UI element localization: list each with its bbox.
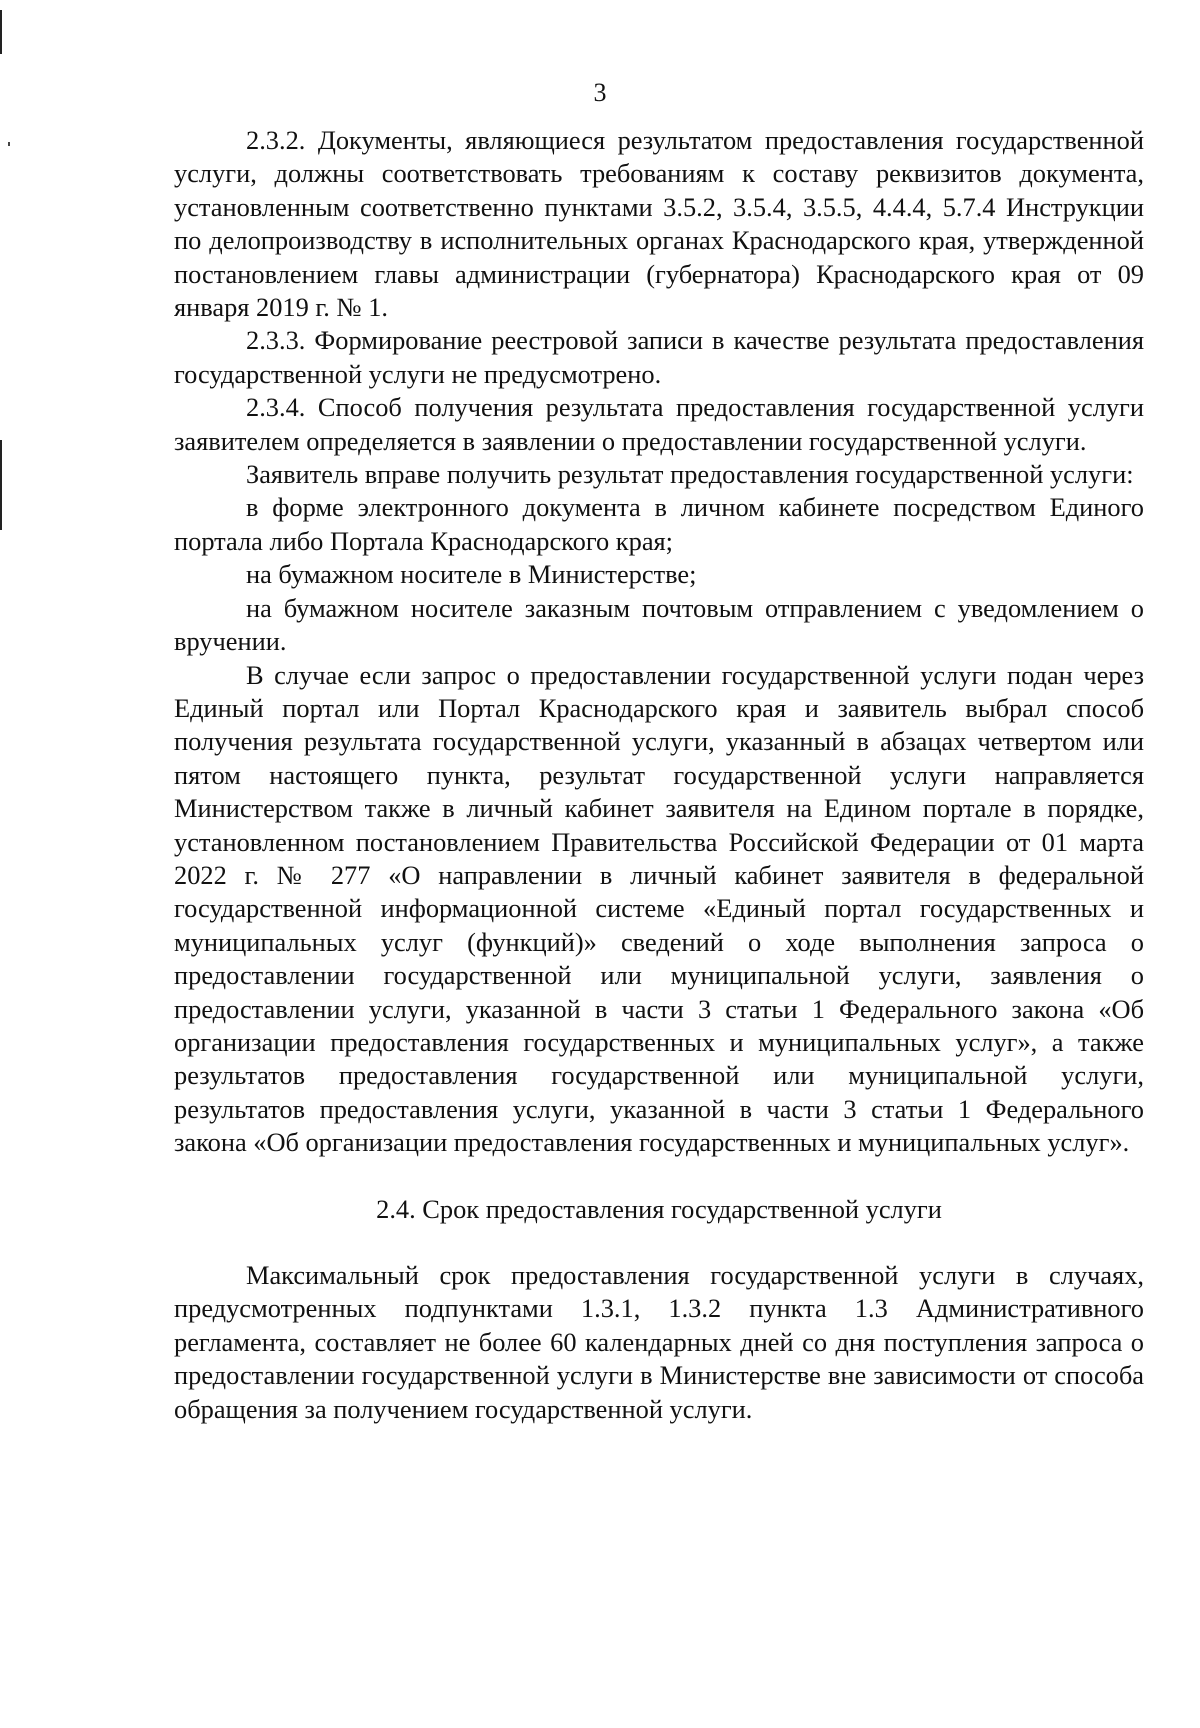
paragraph-2-3-3: 2.3.3. Формирование реестровой записи в качестве результата предоставления государственной услуги не предусмотрено. xyxy=(174,325,1144,389)
page-number: 3 xyxy=(593,78,607,107)
paragraph-max-term: Максимальный срок предоставления государственной услуги в случаях, предусмотренных подпунктами 1.3.1, 1.3.2 пункта 1.3 Административного регламента, составляет не более 60 календарных дней со дня поступления запроса о предоставлении государственной услуги в Министерстве вне зависимости от способа обращения за получением государственной услуги. xyxy=(174,1260,1144,1424)
scan-speck xyxy=(8,142,10,146)
paragraph-applicant-rights: Заявитель вправе получить результат предоставления государственной услуги: xyxy=(246,459,1134,490)
paragraph-2-3-4: 2.3.4. Способ получения результата предоставления государственной услуги заявителем определяется в заявлении о предоставлении государственной услуги. xyxy=(174,392,1144,456)
paragraph-option-electronic: в форме электронного документа в личном кабинете посредством Единого портала либо Портала Краснодарского края; xyxy=(174,492,1144,556)
document-body xyxy=(174,124,1144,1426)
paragraph-option-paper-mail: на бумажном носителе заказным почтовым отправлением с уведомлением о вручении. xyxy=(174,592,1144,657)
section-heading: 2.4. Срок предоставления государственной услуги xyxy=(376,1193,942,1224)
paragraph-unified-portal: В случае если запрос о предоставлении государственной услуги подан через Единый портал или Портал Краснодарского края и заявитель выбрал способ получения результата государственной услуги, указанный в абзацах четвертом или пятом настоящего пункта, результат государственной услуги направляется Министерством также в личный кабинет заявителя на Едином портале в порядке, установленном постановлением Правительства Российской Федерации от 01 марта 2022 г. № 277 «О направлении в личный кабинет заявителя в федеральной государственной информационной системе «Единый портал государственных и муниципальных услуг (функций)» сведений о ходе выполнения запроса о предоставлении государственной или муниципальной услуги, заявления о предоставлении услуги, указанной в части 3 статьи 1 Федерального закона «Об организации предоставления государственных и муниципальных услуг», а также результатов предоставления государственной или муниципальной услуги, результатов предоставления услуги, указанной в части 3 статьи 1 Федерального закона «Об организации предоставления государственных и муниципальных услуг». xyxy=(174,659,1144,1158)
paragraph-2-3-2: 2.3.2. Документы, являющиеся результатом предоставления государственной услуги, должны соответствовать требованиям к составу реквизитов документа, установленным соответственно пунктами 3.5.2, 3.5.4, 3.5.5, 4.4.4, 5.7.4 Инструкции по делопроизводству в исполнительных органах Краснодарского края, утвержденной постановлением главы администрации (губернатора) Краснодарского края от 09 января 2019 г. № 1. xyxy=(174,125,1144,323)
paragraph-option-paper-ministry: на бумажном носителе в Министерстве; xyxy=(246,559,697,590)
scan-edge-mark xyxy=(0,10,2,54)
scan-edge-mark xyxy=(0,440,2,530)
